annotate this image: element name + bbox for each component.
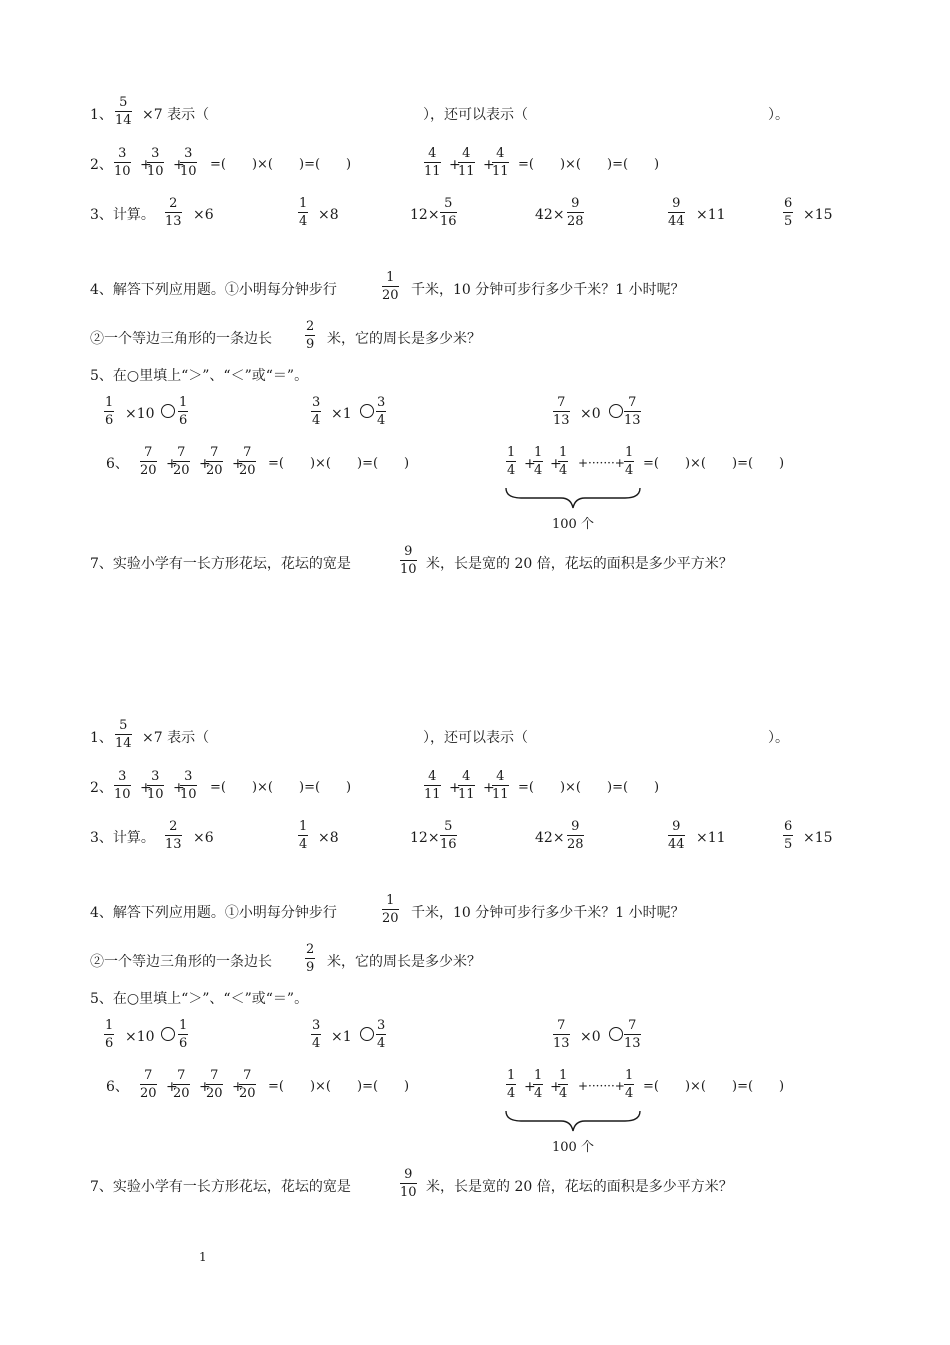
q6-plus: + — [550, 1079, 562, 1095]
q6-fraction-b: 1 4 — [625, 1068, 634, 1101]
q2-fraction: 3 10 — [147, 769, 164, 802]
q2-fraction-b: 4 11 — [492, 146, 509, 179]
q5-c2-frac-b: 3 4 — [377, 1018, 386, 1051]
q6-fraction: 7 20 — [140, 1068, 157, 1101]
worksheet-section-1 — [0, 0, 950, 620]
q6-fraction-b: 1 4 — [507, 445, 516, 478]
q6-dots: +·······+ — [578, 456, 625, 470]
q3-g-op: ×15 — [803, 830, 833, 846]
q2-fraction: 3 10 — [180, 769, 197, 802]
q3-f-frac: 9 44 — [668, 196, 685, 229]
q2-fraction: 3 10 — [114, 769, 131, 802]
q2-equation: =( )×( )=( ) — [210, 780, 352, 795]
q1-text-a: ×7 表示（ — [142, 730, 210, 746]
q2-equation-b: =( )×( )=( ) — [518, 780, 660, 795]
q7-text-b: 米，长是宽的 20 倍，花坛的面积是多少平方米？ — [426, 1179, 733, 1195]
q2-number: 2、 — [90, 780, 113, 796]
q3-f-frac: 9 44 — [668, 819, 685, 852]
q2-fraction: 3 10 — [147, 146, 164, 179]
brace-symbol — [503, 486, 643, 510]
q3-a-op: ×6 — [193, 207, 214, 223]
brace-label: 100 个 — [552, 1140, 594, 1155]
q4b-text-b: 米，它的周长是多少米？ — [327, 331, 481, 347]
q1-number: 1、 — [90, 107, 113, 123]
q6-equation: =( )×( )=( ) — [268, 1079, 410, 1094]
q1-text-c: ）。 — [768, 107, 789, 123]
q2-plus: + — [173, 780, 185, 796]
q6-plus: + — [524, 1079, 536, 1095]
q2-plus: + — [449, 157, 461, 173]
q3-a-frac: 2 13 — [165, 819, 182, 852]
q5-c1-frac-a: 1 6 — [105, 395, 114, 428]
q6-equation-b: =( )×( )=( ) — [643, 456, 785, 471]
q2-fraction-b: 4 11 — [424, 769, 441, 802]
q6-plus: + — [166, 456, 178, 472]
q5-c3-frac-b: 7 13 — [624, 395, 641, 428]
q6-fraction: 7 20 — [140, 445, 157, 478]
q3-g-op: ×15 — [803, 207, 833, 223]
q7-text-b: 米，长是宽的 20 倍，花坛的面积是多少平方米？ — [426, 556, 733, 572]
q7-text-a: 7、实验小学有一长方形花坛，花坛的宽是 — [90, 556, 351, 572]
q4-text-a: 4、解答下列应用题。①小明每分钟步行 — [90, 905, 337, 921]
q6-fraction-b: 1 4 — [559, 445, 568, 478]
q2-fraction-b: 4 11 — [458, 769, 475, 802]
q6-number: 6、 — [106, 1079, 129, 1095]
q5-text: 5、在○里填上“＞”、“＜”或“＝”。 — [90, 991, 309, 1007]
q4-text-b: 千米，10 分钟可步行多少千米？1 小时呢？ — [411, 905, 685, 921]
q2-fraction-b: 4 11 — [492, 769, 509, 802]
q7-fraction: 9 10 — [400, 1167, 417, 1200]
q2-fraction-b: 4 11 — [458, 146, 475, 179]
q5-c1-op: ×10 — [125, 406, 155, 422]
q3-label: 3、计算。 — [90, 830, 155, 846]
q4b-text-b: 米，它的周长是多少米？ — [327, 954, 481, 970]
q6-fraction: 7 20 — [239, 1068, 256, 1101]
q5-c1-op: ×10 — [125, 1029, 155, 1045]
q3-e-frac: 9 28 — [567, 819, 584, 852]
q6-fraction: 7 20 — [206, 445, 223, 478]
q1-fraction: 5 14 — [115, 718, 132, 751]
q1-number: 1、 — [90, 730, 113, 746]
q3-label: 3、计算。 — [90, 207, 155, 223]
q1-text-b: ），还可以表示（ — [423, 107, 528, 123]
q7-fraction: 9 10 — [400, 544, 417, 577]
q3-b-op: ×8 — [318, 830, 339, 846]
q2-number: 2、 — [90, 157, 113, 173]
q5-c2-frac-b: 3 4 — [377, 395, 386, 428]
q2-fraction-b: 4 11 — [424, 146, 441, 179]
q4-fraction: 1 20 — [382, 270, 399, 303]
q6-fraction-b: 1 4 — [625, 445, 634, 478]
q6-plus: + — [550, 456, 562, 472]
q2-plus: + — [173, 157, 185, 173]
q6-plus: + — [199, 1079, 211, 1095]
q3-c-frac: 5 16 — [440, 196, 457, 229]
q5-c1-frac-b: 1 6 — [179, 1018, 188, 1051]
q5-c3-frac-b: 7 13 — [624, 1018, 641, 1051]
q5-c3-frac-a: 7 13 — [553, 395, 570, 428]
q6-fraction: 7 20 — [173, 445, 190, 478]
q3-c-frac: 5 16 — [440, 819, 457, 852]
q2-plus: + — [449, 780, 461, 796]
q4b-text-a: ②一个等边三角形的一条边长 — [90, 331, 272, 347]
q6-plus: + — [232, 1079, 244, 1095]
q6-fraction-b: 1 4 — [534, 1068, 543, 1101]
q2-fraction: 3 10 — [114, 146, 131, 179]
q6-dots: +·······+ — [578, 1079, 625, 1093]
q6-fraction-b: 1 4 — [507, 1068, 516, 1101]
q3-a-op: ×6 — [193, 830, 214, 846]
q2-plus: + — [140, 157, 152, 173]
brace-symbol — [503, 1109, 643, 1133]
q7-text-a: 7、实验小学有一长方形花坛，花坛的宽是 — [90, 1179, 351, 1195]
q3-g-frac: 6 5 — [784, 819, 793, 852]
q1-text-a: ×7 表示（ — [142, 107, 210, 123]
q6-plus: + — [232, 456, 244, 472]
q2-plus: + — [483, 157, 495, 173]
q3-b-frac: 1 4 — [299, 819, 308, 852]
q6-fraction-b: 1 4 — [559, 1068, 568, 1101]
q3-e-op: 42× — [535, 830, 565, 846]
q5-c2-op: ×1 — [331, 406, 352, 422]
brace-label: 100 个 — [552, 517, 594, 532]
page-number: 1 — [199, 1250, 207, 1264]
q5-c1-frac-b: 1 6 — [179, 395, 188, 428]
compare-circle — [360, 404, 374, 418]
q5-c1-frac-a: 1 6 — [105, 1018, 114, 1051]
q4b-text-a: ②一个等边三角形的一条边长 — [90, 954, 272, 970]
compare-circle — [161, 1027, 175, 1041]
q5-c3-frac-a: 7 13 — [553, 1018, 570, 1051]
q3-a-frac: 2 13 — [165, 196, 182, 229]
q4-text-b: 千米，10 分钟可步行多少千米？1 小时呢？ — [411, 282, 685, 298]
q6-fraction-b: 1 4 — [534, 445, 543, 478]
q4b-fraction: 2 9 — [306, 319, 315, 352]
q4-text-a: 4、解答下列应用题。①小明每分钟步行 — [90, 282, 337, 298]
q6-plus: + — [166, 1079, 178, 1095]
compare-circle — [609, 1027, 623, 1041]
q3-f-op: ×11 — [696, 207, 726, 223]
q2-equation: =( )×( )=( ) — [210, 157, 352, 172]
q3-e-frac: 9 28 — [567, 196, 584, 229]
q4b-fraction: 2 9 — [306, 942, 315, 975]
q1-fraction: 5 14 — [115, 95, 132, 128]
q5-c2-op: ×1 — [331, 1029, 352, 1045]
q3-c-op: 12× — [410, 207, 440, 223]
q6-number: 6、 — [106, 456, 129, 472]
q5-text: 5、在○里填上“＞”、“＜”或“＝”。 — [90, 368, 309, 384]
q6-equation-b: =( )×( )=( ) — [643, 1079, 785, 1094]
q2-fraction: 3 10 — [180, 146, 197, 179]
q4-fraction: 1 20 — [382, 893, 399, 926]
q2-plus: + — [483, 780, 495, 796]
q2-plus: + — [140, 780, 152, 796]
q3-b-op: ×8 — [318, 207, 339, 223]
q5-c2-frac-a: 3 4 — [312, 395, 321, 428]
q1-text-c: ）。 — [768, 730, 789, 746]
compare-circle — [161, 404, 175, 418]
q6-fraction: 7 20 — [239, 445, 256, 478]
q3-b-frac: 1 4 — [299, 196, 308, 229]
q5-c2-frac-a: 3 4 — [312, 1018, 321, 1051]
q3-c-op: 12× — [410, 830, 440, 846]
q6-fraction: 7 20 — [206, 1068, 223, 1101]
worksheet-section-2 — [0, 623, 950, 1243]
q5-c3-op: ×0 — [580, 1029, 601, 1045]
q5-c3-op: ×0 — [580, 406, 601, 422]
q6-plus: + — [199, 456, 211, 472]
q6-plus: + — [524, 456, 536, 472]
q6-fraction: 7 20 — [173, 1068, 190, 1101]
q2-equation-b: =( )×( )=( ) — [518, 157, 660, 172]
q3-f-op: ×11 — [696, 830, 726, 846]
compare-circle — [360, 1027, 374, 1041]
compare-circle — [609, 404, 623, 418]
q3-g-frac: 6 5 — [784, 196, 793, 229]
q6-equation: =( )×( )=( ) — [268, 456, 410, 471]
q3-e-op: 42× — [535, 207, 565, 223]
q1-text-b: ），还可以表示（ — [423, 730, 528, 746]
